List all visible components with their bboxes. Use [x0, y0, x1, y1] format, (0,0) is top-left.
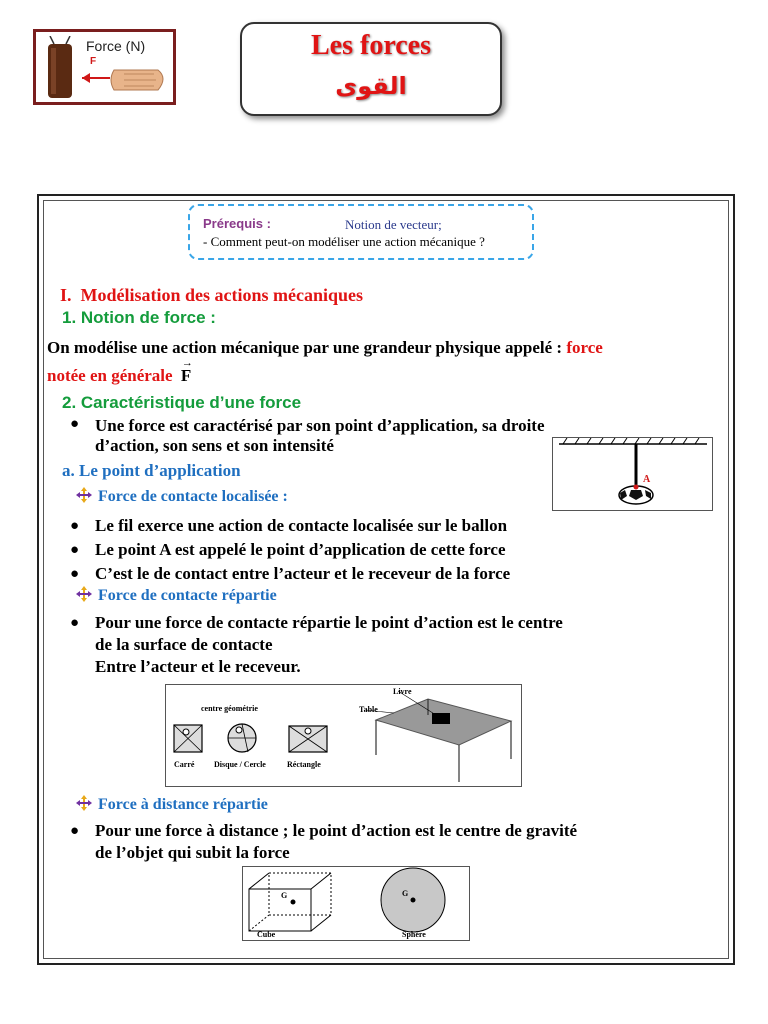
pendulum-figure [552, 437, 713, 511]
point-a-label: A [643, 474, 651, 485]
subsection-notion-force: 1. Notion de force : [62, 308, 216, 327]
section-heading [60, 285, 363, 306]
distance-repartie-title: Force à distance répartie [98, 796, 268, 813]
livre-label: Livre [393, 687, 412, 696]
rectangle-label: Réctangle [287, 760, 321, 769]
list-item: ● Le point A est appelé le point d’application de cette force [95, 538, 510, 562]
subsection-caracteristique: 2. Caractéristique d’une force [62, 393, 302, 412]
logo-label: Force (N) [86, 38, 146, 54]
pendulum-ball-icon [553, 438, 712, 510]
distance-repartie-heading [76, 795, 268, 814]
section-number: I. [60, 285, 72, 305]
page-title: Les forces [311, 30, 431, 61]
four-arrows-icon [76, 586, 92, 602]
disque-label: Disque / Cercle [214, 760, 266, 769]
cube-label: Cube [257, 930, 276, 939]
bullet-icon: ● [70, 542, 80, 558]
list-item: ● C’est le de contact entre l’acteur et le receveur de la force [95, 562, 510, 586]
prereq-item-1: Notion de vecteur; [345, 217, 442, 232]
subsection-point-application: a. Le point d’application [62, 461, 241, 480]
bullet-icon: ● [70, 615, 80, 631]
contact-repartie-heading [76, 586, 277, 605]
punching-bag-icon [40, 36, 80, 98]
page-title-arabic: القوى [335, 72, 407, 100]
bullet-icon: ● [70, 566, 80, 582]
contact-localisee-heading [76, 487, 288, 506]
list-item: ● Le fil exerce une action de contacte localisée sur le ballon [95, 514, 510, 538]
definition-term-force: force [566, 338, 603, 357]
surface-contact-figure [165, 684, 522, 787]
contact-localisee-list [70, 514, 511, 586]
geometric-shapes-icon [166, 685, 521, 786]
sphere-label: Sphère [402, 930, 426, 939]
bullet-icon: ● [70, 518, 80, 534]
contact-repartie-title: Force de contacte répartie [98, 587, 277, 604]
vector-arrow-icon: → [181, 357, 193, 369]
cube-g-label: G [281, 891, 288, 900]
force-logo [33, 29, 176, 105]
center-of-gravity-figure [242, 866, 470, 941]
prerequisites-box [188, 204, 534, 260]
logo-vector-label: F [90, 56, 97, 67]
contact-repartie-text: ● Pour une force de contacte répartie le point d’action est le centre de la surface de contacte Entre l’acteur et le receveur. [70, 613, 563, 676]
prereq-item-2: - Comment peut-on modéliser une action mécanique ? [203, 234, 485, 249]
bullet-icon: ● [70, 823, 80, 839]
four-arrows-icon [76, 487, 92, 503]
carre-label: Carré [174, 760, 195, 769]
contact-localisee-title: Force de contacte localisée : [98, 488, 288, 505]
definition-text: On modélise une action mécanique par une grandeur physique appelé : [47, 338, 563, 357]
bullet-caracteristique: ● Une force est caractérisé par son point d’application, sa droite d’action, son sens et son intensité [70, 416, 545, 455]
prereq-label: Prérequis : [203, 216, 271, 231]
definition-line-2 [47, 357, 193, 386]
sphere-g-label: G [402, 889, 409, 898]
force-vector-symbol: → F [180, 357, 193, 385]
distance-repartie-text: ● Pour une force à distance ; le point d’action est le centre de gravité de l’objet qui subit la force [70, 821, 578, 862]
table-label: Table [359, 705, 378, 714]
title-box [240, 22, 502, 116]
centre-geometrie-label: centre géométrie [201, 704, 258, 713]
section-title: Modélisation des actions mécaniques [80, 285, 364, 305]
definition-notation: notée en générale [47, 366, 173, 385]
cube-sphere-icon [243, 867, 469, 940]
definition-line-1 [47, 338, 603, 358]
bullet-icon: ● [70, 416, 80, 432]
four-arrows-icon [76, 795, 92, 811]
